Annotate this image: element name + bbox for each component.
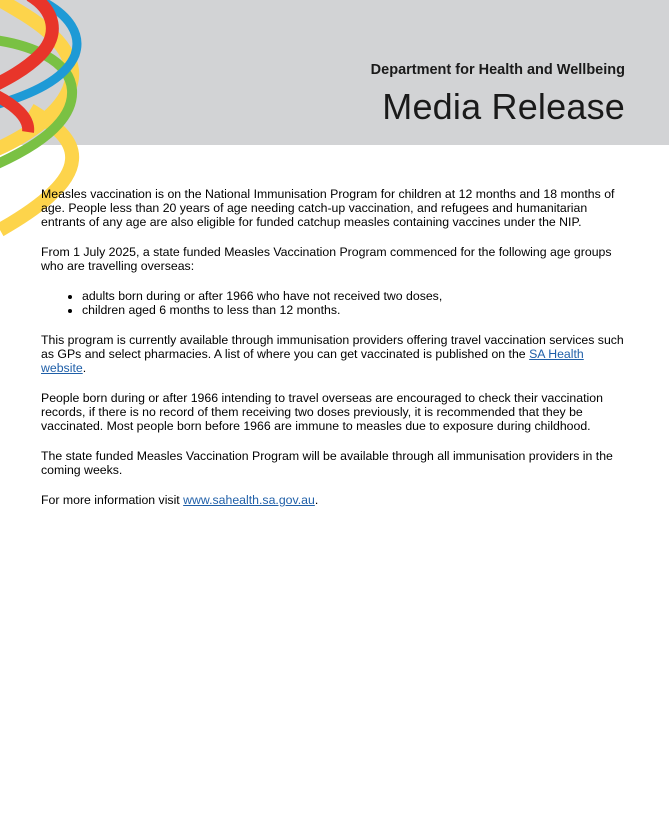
paragraph-more-info (41, 493, 626, 507)
release-body (41, 187, 626, 523)
more-info-text: For more information visit (41, 493, 184, 507)
list-item: • adults born during or after 1966 who have not received two doses, (82, 289, 626, 303)
availability-text: This program is currently available through immunisation providers offering travel vaccination services such as GPs and select pharmacies. A list of where you can get vaccinated is published on the (41, 333, 624, 361)
sa-health-website-link[interactable]: SA Health website (41, 347, 584, 375)
paragraph-check-records: People born during or after 1966 intending to travel overseas are encouraged to check their vaccination records, if there is no record of them receiving two doses previously, it is recommended that they be vaccinated. Most people born before 1966 are immune to measles due to exposure during childhood. (41, 391, 603, 433)
department-name: Department for Health and Wellbeing (370, 62, 625, 78)
age-group-list (41, 289, 626, 317)
sahealth-url-link[interactable]: www.sahealth.sa.gov.au (183, 493, 315, 507)
availability-end: . (82, 361, 87, 375)
paragraph-nip-eligibility: Measles vaccination is on the National Immunisation Program for children at 12 months and 18 months of age. People less than 20 years of age needing catch-up vaccination, and refugees and humanitarian entrants of any age are also eligible for funded catchup measles containing vaccines under the NIP. (41, 187, 615, 229)
page-title: Media Release (382, 86, 625, 127)
list-item: • children aged 6 months to less than 12 months. (82, 303, 626, 317)
more-info-end: . (314, 493, 319, 507)
paragraph-availability (41, 333, 626, 375)
paragraph-all-providers: The state funded Measles Vaccination Program will be available through all immunisation providers in the coming weeks. (41, 449, 613, 477)
paragraph-state-program: From 1 July 2025, a state funded Measles Vaccination Program commenced for the following age groups who are travelling overseas: (41, 245, 612, 273)
